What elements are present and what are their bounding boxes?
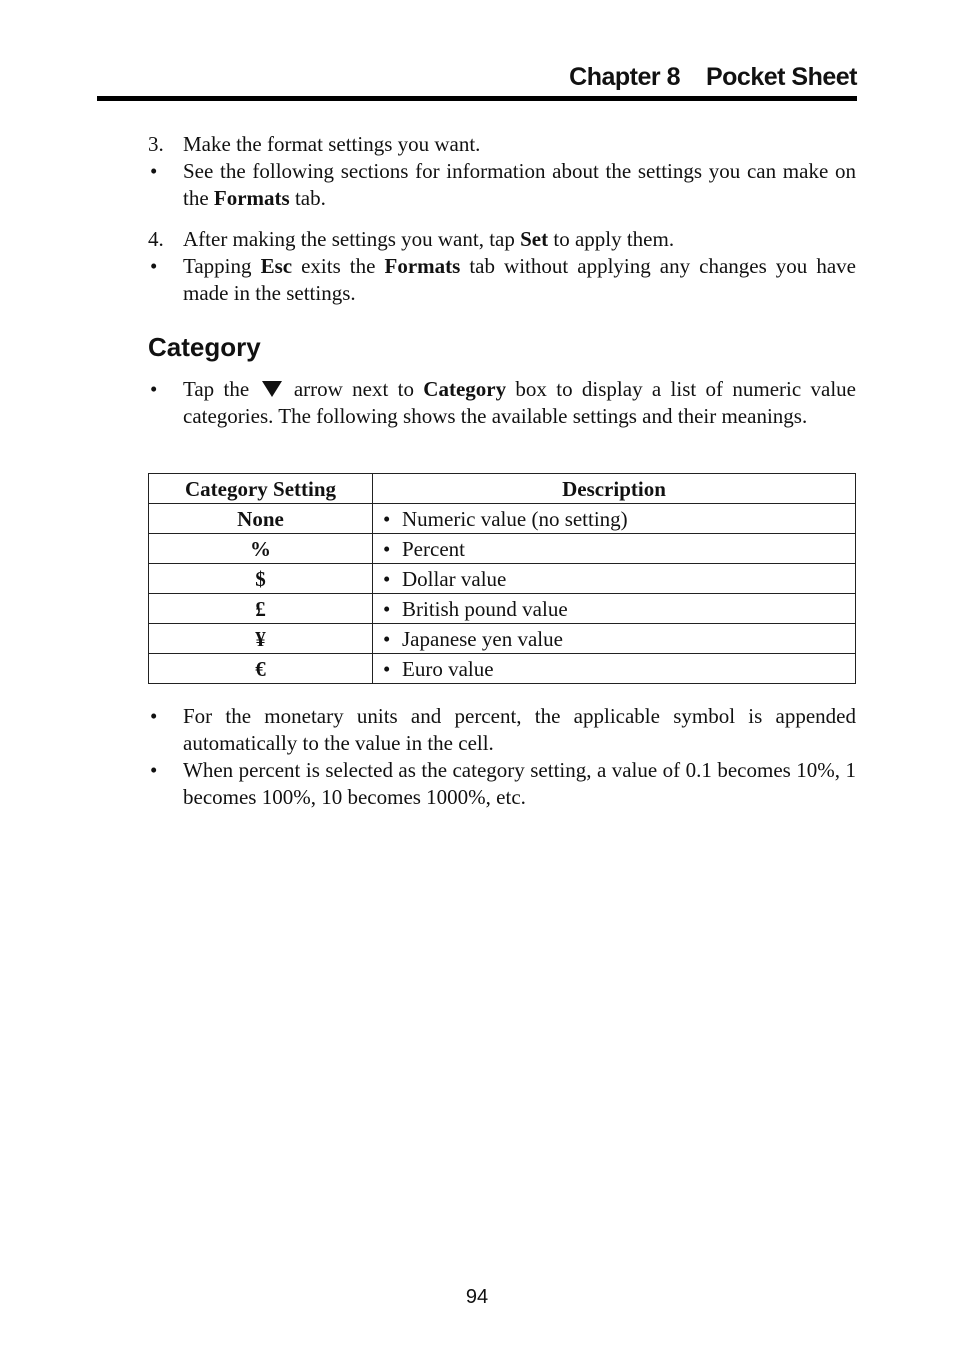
description-cell [373, 624, 856, 654]
bullet-marker: • [383, 566, 391, 591]
category-table [148, 473, 856, 684]
setting-cell: € [149, 654, 373, 684]
table-row [149, 654, 856, 684]
steps-block [148, 131, 856, 307]
bullet-marker: • [150, 254, 158, 278]
chapter-title: Pocket Sheet [705, 63, 857, 91]
text-run: exits the [292, 254, 385, 278]
description-cell [373, 654, 856, 684]
bullet-marker: • [150, 159, 158, 183]
description-text: Dollar value [402, 566, 507, 591]
setting-cell: None [149, 504, 373, 534]
text-run: tab without applying any changes you have made in the settings. [183, 254, 856, 305]
text-run: Tap the [183, 377, 250, 401]
note-item [148, 757, 856, 811]
table-header-row [149, 474, 856, 504]
step-number: 4. [148, 227, 164, 251]
page-header [97, 58, 857, 101]
section-heading: Category [148, 332, 261, 362]
text-run: tab. [289, 186, 326, 210]
column-header-setting: Category Setting [149, 474, 373, 504]
column-header-description: Description [373, 474, 856, 504]
step-4-bullet [148, 253, 856, 307]
table-row [149, 534, 856, 564]
category-term: Category [423, 377, 507, 401]
description-cell [373, 564, 856, 594]
step-number: 3. [148, 132, 164, 156]
category-intro [148, 376, 856, 430]
setting-cell: ¥ [149, 624, 373, 654]
setting-cell: £ [149, 594, 373, 624]
text-run: Tapping [183, 254, 261, 278]
description-text: Percent [402, 536, 465, 561]
table-row [149, 594, 856, 624]
note-item [148, 703, 856, 757]
text-run: arrow next to [284, 377, 424, 401]
notes-block [148, 703, 856, 811]
table-row [149, 624, 856, 654]
setting-cell: $ [149, 564, 373, 594]
step-text: Make the format settings you want. [183, 132, 481, 156]
bullet-marker: • [383, 506, 391, 531]
description-text: British pound value [402, 596, 568, 621]
note-text: When percent is selected as the category setting, a value of 0.1 becomes 10%, 1 becomes 100%, 10 becomes 1000%, etc. [183, 758, 856, 809]
bullet-marker: • [383, 626, 391, 651]
down-arrow-icon [262, 381, 282, 397]
table-row [149, 504, 856, 534]
note-text: For the monetary units and percent, the applicable symbol is appended automatically to the value in the cell. [183, 704, 856, 755]
setting-cell: % [149, 534, 373, 564]
formats-term: Formats [213, 186, 290, 210]
bullet-marker: • [383, 536, 391, 561]
text-run: box to display a list of numeric value categories. The following shows the available settings and their meanings. [183, 377, 856, 428]
description-text: Japanese yen value [402, 626, 563, 651]
text-run: See the following sections for information about the settings you can make on the [183, 159, 856, 210]
description-cell [373, 594, 856, 624]
bullet-marker: • [383, 656, 391, 681]
intro-bullet [148, 376, 856, 430]
step-3 [148, 131, 856, 158]
bullet-marker: • [150, 704, 158, 728]
bullet-marker: • [150, 377, 158, 401]
bullet-marker: • [383, 596, 391, 621]
description-cell [373, 504, 856, 534]
page-number: 94 [465, 1286, 489, 1308]
header-title [569, 63, 857, 92]
description-cell [373, 534, 856, 564]
description-text: Euro value [402, 656, 494, 681]
set-term: Set [520, 227, 549, 251]
text-run: After making the settings you want, tap [183, 227, 521, 251]
bullet-marker: • [150, 758, 158, 782]
description-text: Numeric value (no setting) [402, 506, 628, 531]
chapter-label: Chapter 8 [569, 63, 680, 91]
step-3-bullet [148, 158, 856, 212]
text-run: to apply them. [548, 227, 675, 251]
esc-term: Esc [260, 254, 293, 278]
step-4 [148, 226, 856, 253]
formats-term: Formats [384, 254, 461, 278]
table-row [149, 564, 856, 594]
